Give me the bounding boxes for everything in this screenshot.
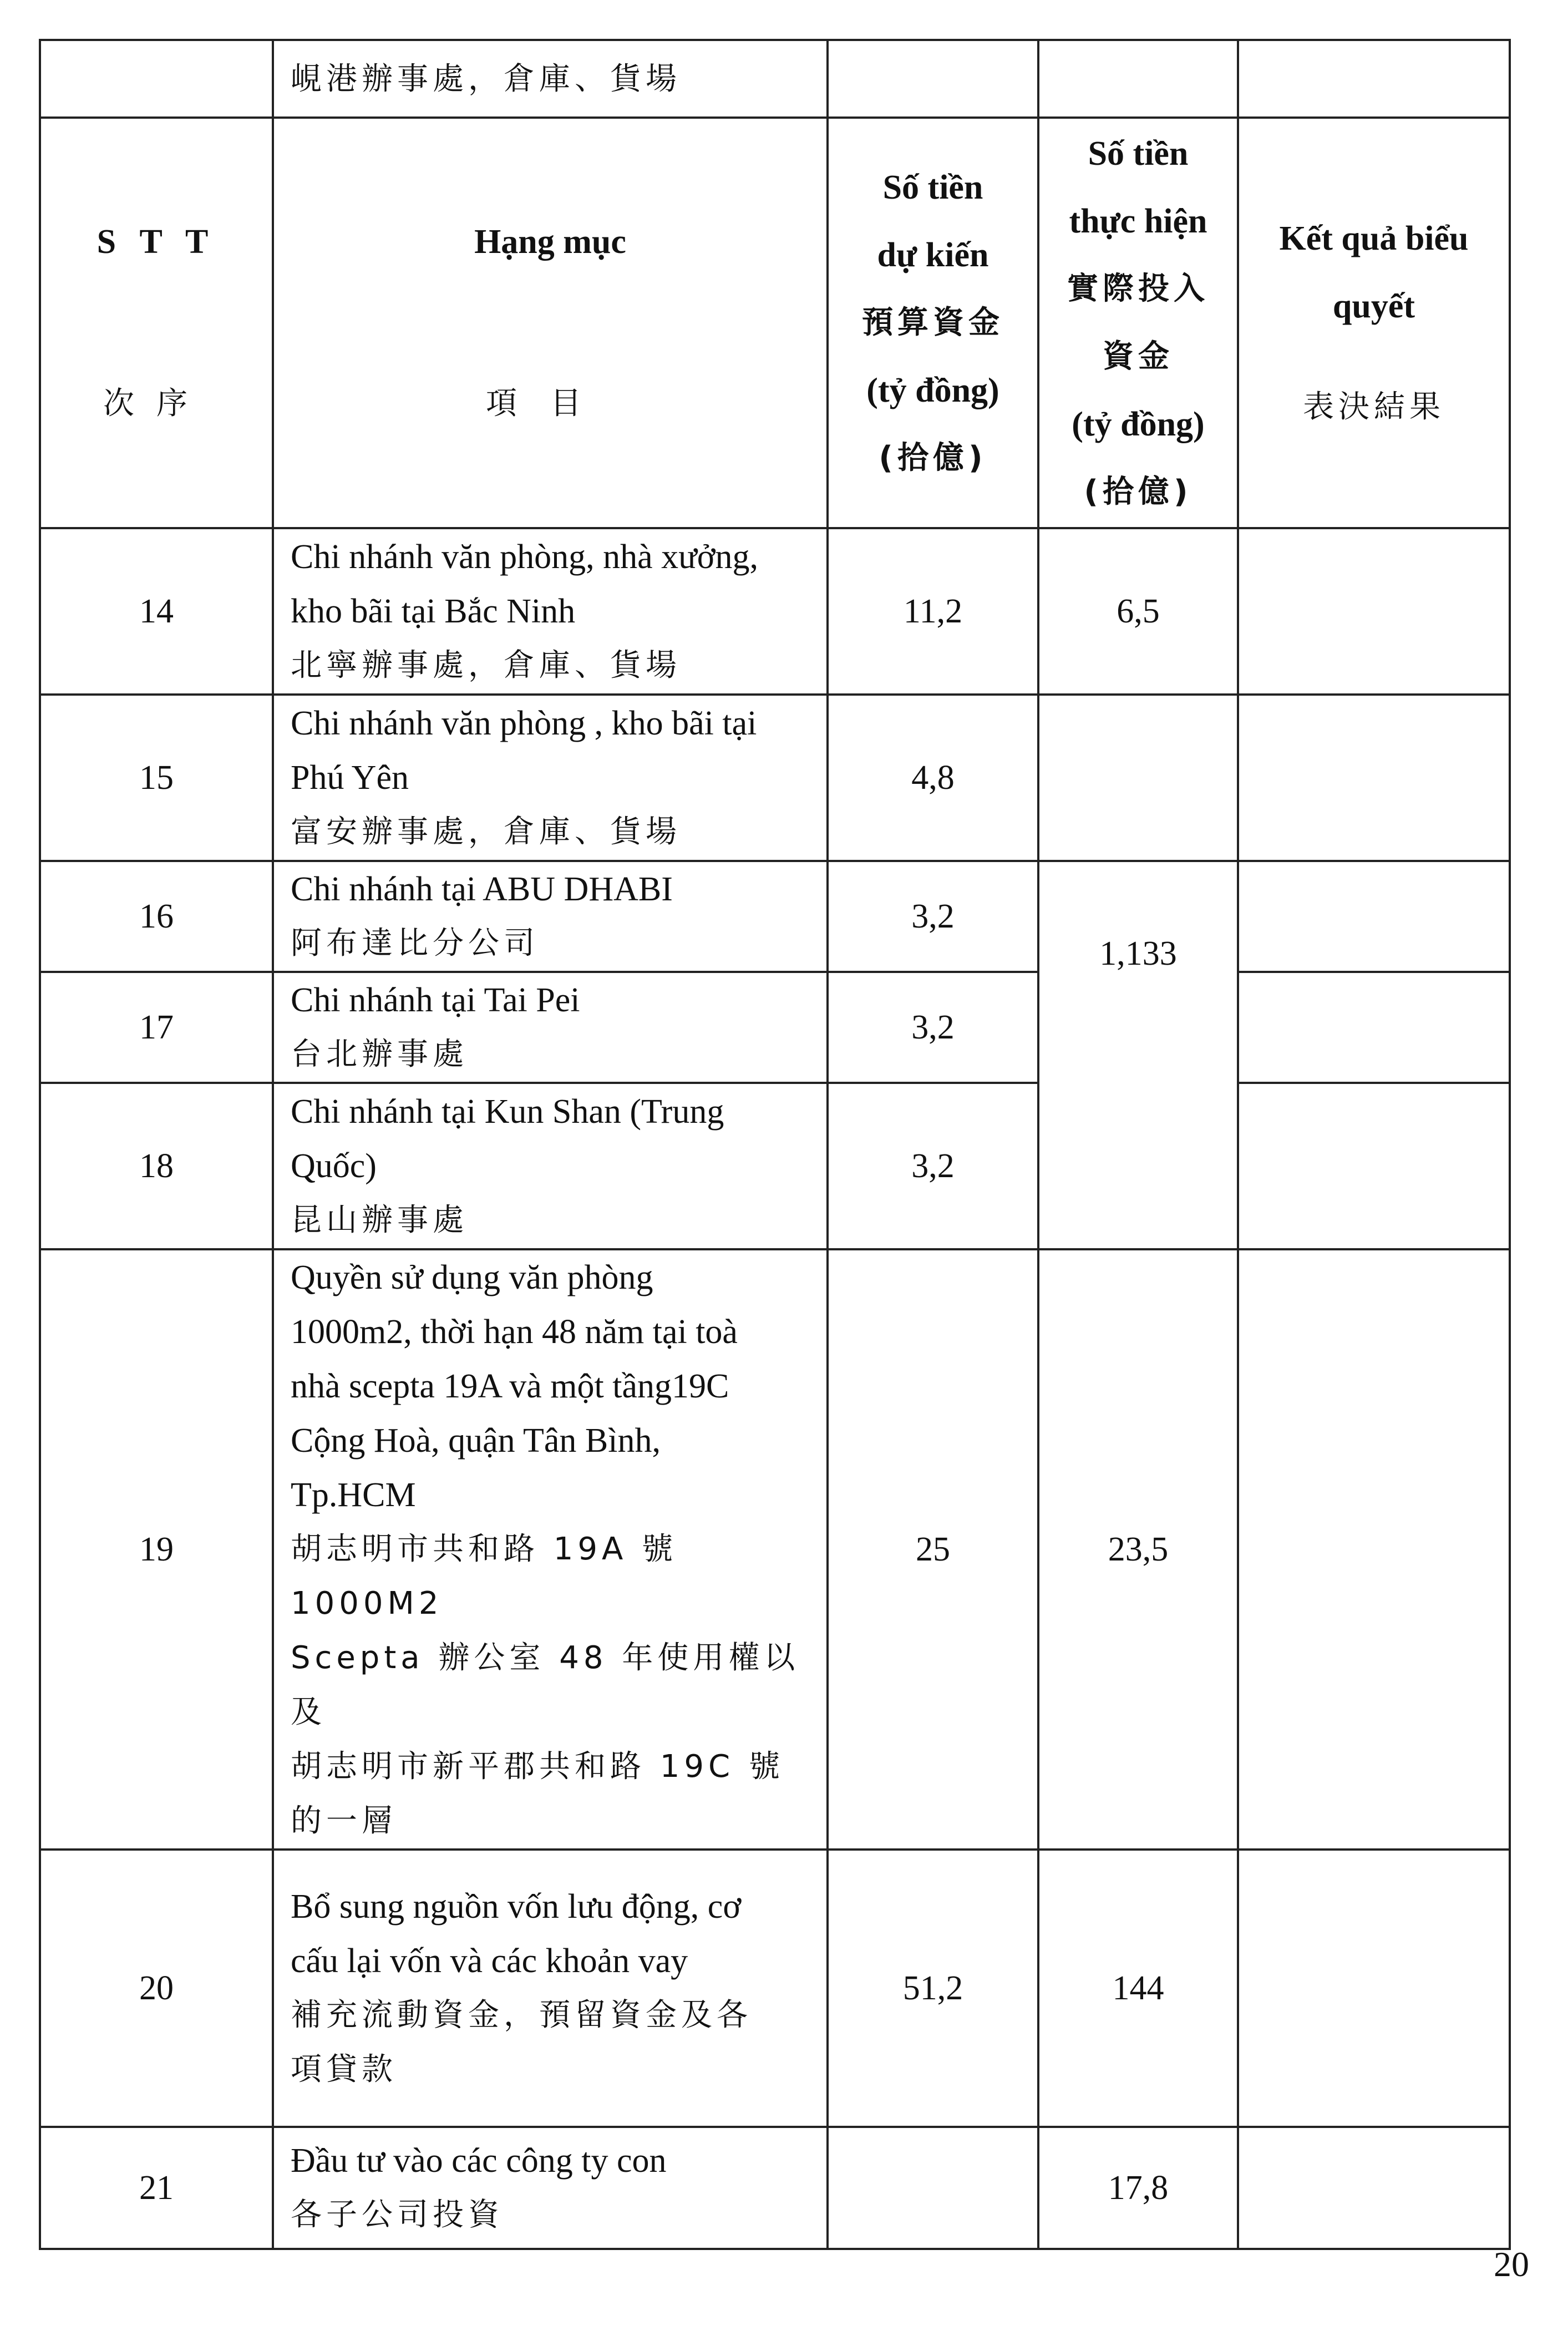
stt-cell: 18 xyxy=(40,1083,273,1249)
stt-cell: 16 xyxy=(40,861,273,972)
stt-cell xyxy=(40,40,273,118)
result-cell xyxy=(1238,972,1510,1083)
actual-cell: 6,5 xyxy=(1038,528,1238,695)
investment-table xyxy=(39,39,1511,2250)
table-row xyxy=(40,528,1510,695)
result-cell xyxy=(1238,1249,1510,1850)
table-row xyxy=(40,695,1510,861)
actual-cell: 17,8 xyxy=(1038,2127,1238,2249)
header-stt-vi: S T T xyxy=(97,223,216,261)
actual-cell: 23,5 xyxy=(1038,1249,1238,1850)
header-row xyxy=(40,118,1510,528)
planned-cell: 25 xyxy=(828,1249,1038,1850)
stt-cell: 21 xyxy=(40,2127,273,2249)
result-cell xyxy=(1238,1083,1510,1249)
table-row xyxy=(40,1083,1510,1249)
item-cell: Chi nhánh văn phòng , kho bãi tại Phú Yên 富安辦事處，倉庫、貨場 xyxy=(273,695,828,861)
stt-cell: 20 xyxy=(40,1850,273,2127)
actual-cell xyxy=(1038,695,1238,861)
result-cell xyxy=(1238,2127,1510,2249)
stt-cell: 14 xyxy=(40,528,273,695)
result-cell xyxy=(1238,1850,1510,2127)
table-row xyxy=(40,861,1510,972)
planned-cell: 3,2 xyxy=(828,1083,1038,1249)
planned-cell: 4,8 xyxy=(828,695,1038,861)
header-stt-zh: 次序 xyxy=(103,386,210,422)
item-cell xyxy=(273,40,828,118)
item-cell: Chi nhánh tại Kun Shan (Trung Quốc) 昆山辦事處 xyxy=(273,1083,828,1249)
result-cell xyxy=(1238,861,1510,972)
planned-cell: 11,2 xyxy=(828,528,1038,695)
item-cell: Chi nhánh tại ABU DHABI 阿布達比分公司 xyxy=(273,861,828,972)
header-item-vi: Hạng mục xyxy=(474,223,626,261)
table-row xyxy=(40,972,1510,1083)
item-cell: Chi nhánh tại Tai Pei 台北辦事處 xyxy=(273,972,828,1083)
stt-cell: 17 xyxy=(40,972,273,1083)
stt-cell: 15 xyxy=(40,695,273,861)
header-item xyxy=(273,118,828,528)
table-row xyxy=(40,1249,1510,1850)
planned-cell: 51,2 xyxy=(828,1850,1038,2127)
page-number: 20 xyxy=(1494,2244,1529,2284)
planned-cell xyxy=(828,2127,1038,2249)
header-planned: Số tiền dự kiến 預算資金 (tỷ đồng) (拾億) xyxy=(828,118,1038,528)
header-result: Kết quả biểu quyết 表決結果 xyxy=(1238,118,1510,528)
header-item-zh: 項目 xyxy=(486,386,615,422)
planned-cell: 3,2 xyxy=(828,972,1038,1083)
header-actual: Số tiền thực hiện 實際投入 資金 (tỷ đồng) (拾億) xyxy=(1038,118,1238,528)
item-zh: 峴港辦事處，倉庫、貨場 xyxy=(291,61,681,97)
result-cell xyxy=(1238,528,1510,695)
result-cell xyxy=(1238,695,1510,861)
item-cell: Bổ sung nguồn vốn lưu động, cơ cấu lại vốn và các khoản vay 補充流動資金，預留資金及各 項貸款 xyxy=(273,1850,828,2127)
actual-cell: 144 xyxy=(1038,1850,1238,2127)
table-row xyxy=(40,1850,1510,2127)
planned-cell: 3,2 xyxy=(828,861,1038,972)
item-cell: Chi nhánh văn phòng, nhà xưởng, kho bãi tại Bắc Ninh 北寧辦事處，倉庫、貨場 xyxy=(273,528,828,695)
continuation-row xyxy=(40,40,1510,118)
stt-cell: 19 xyxy=(40,1249,273,1850)
item-cell: Quyền sử dụng văn phòng 1000m2, thời hạn 48 năm tại toà nhà scepta 19A và một tầng19C Cộng Hoà, quận Tân Bình, Tp.HCM 胡志明市共和路 19A 號 1000M2 Scepta 辦公室 48 年使用權以及 胡志明市新平郡共和路 19C 號 的一層 xyxy=(273,1249,828,1850)
table-row xyxy=(40,2127,1510,2249)
actual-merged-cell: 1,133 xyxy=(1038,861,1238,1249)
header-stt xyxy=(40,118,273,528)
item-cell: Đầu tư vào các công ty con 各子公司投資 xyxy=(273,2127,828,2249)
